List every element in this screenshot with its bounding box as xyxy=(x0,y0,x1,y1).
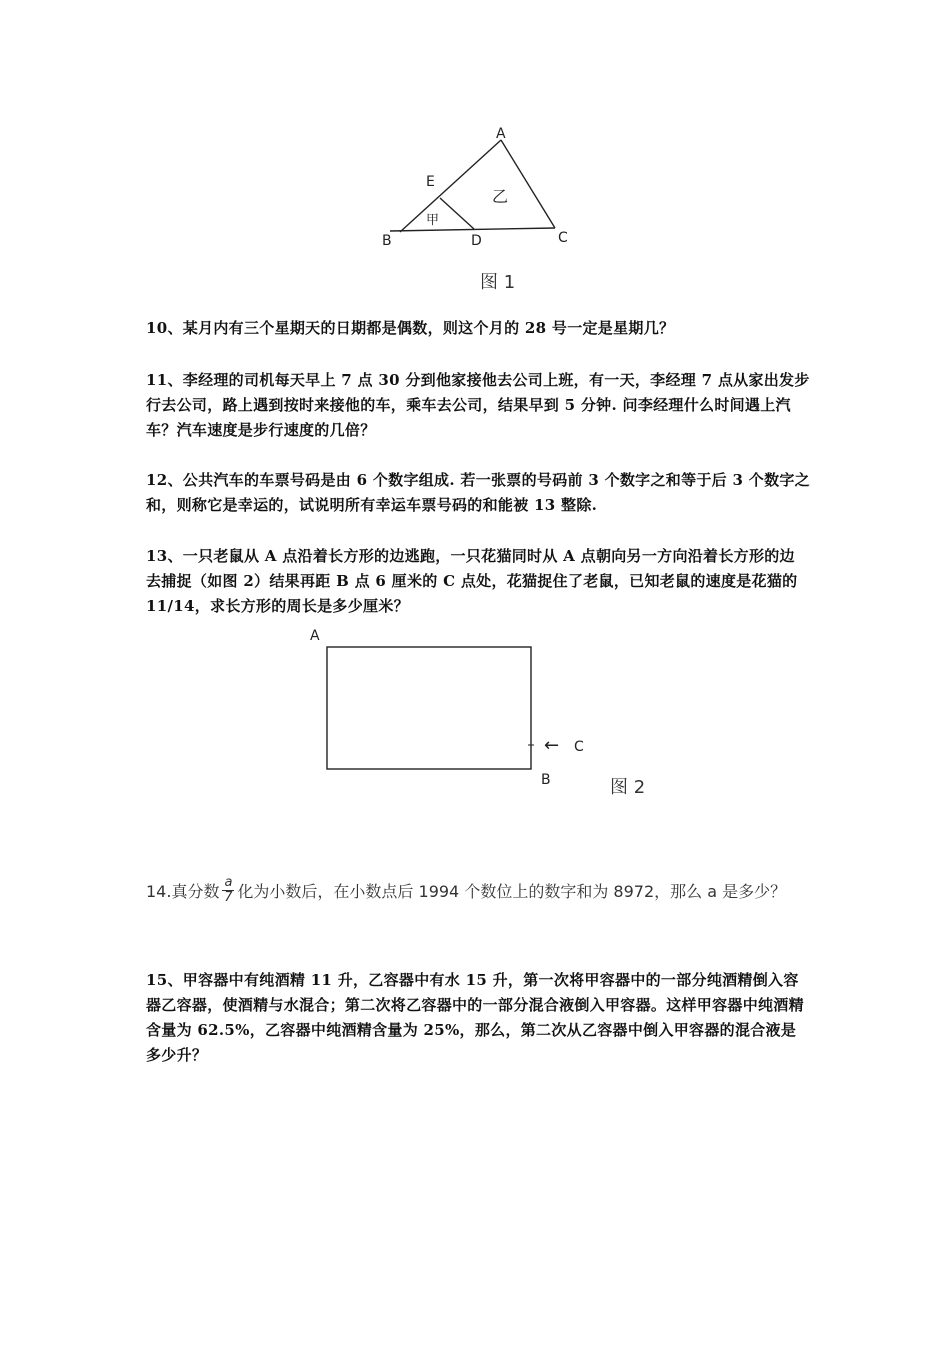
fraction-denominator: 7 xyxy=(224,889,233,905)
region-label-jia: 甲 xyxy=(426,213,440,228)
question-11: 11、李经理的司机每天早上 7 点 30 分到他家接他去公司上班，有一天，李经理 7 点从家出发步行去公司，路上遇到按时来接他的车，乘车去公司，结果早到 5 分钟. 问李经理什么时间遇上汽车？汽车速度是步行速度的几倍？ xyxy=(146,371,810,439)
question-12: 12、公共汽车的车票号码是由 6 个数字组成. 若一张票的号码前 3 个数字之和等于后 3 个数字之和，则称它是幸运的，试说明所有幸运车票号码的和能被 13 整除. xyxy=(146,471,810,514)
question-10: 10、某月内有三个星期天的日期都是偶数，则这个月的 28 号一定是星期几？ xyxy=(146,319,675,337)
question-14 xyxy=(146,870,826,910)
point-label-e: E xyxy=(426,174,435,190)
triangle-side-ab xyxy=(400,140,501,232)
question-15: 15、甲容器中有纯酒精 11 升，乙容器中有水 15 升，第一次将甲容器中的一部分纯酒精倒入容器乙容器，使酒精与水混合；第二次将乙容器中的一部分混合液倒入甲容器。这样甲容器中纯酒精含量为 62.5%，乙容器中纯酒精含量为 25%，那么，第二次从乙容器中倒入甲容器的混合液是多少升？ xyxy=(146,971,804,1064)
point-label-c: C xyxy=(558,230,568,246)
point-label-a: A xyxy=(310,628,320,644)
fraction-numerator: a xyxy=(224,874,233,890)
triangle-side-ac xyxy=(501,140,555,228)
segment-ed xyxy=(440,198,474,229)
question-14-suffix: 化为小数后，在小数点后 1994 个数位上的数字和为 8972，那么 a 是多少？ xyxy=(237,881,787,901)
arrow-to-c: ← xyxy=(544,735,560,756)
point-label-a: A xyxy=(496,126,506,142)
figure-2 xyxy=(300,620,660,800)
figure-1 xyxy=(370,120,590,300)
rectangle xyxy=(327,647,531,769)
figure-1-caption: 图 1 xyxy=(480,272,516,293)
question-13: 13、一只老鼠从 A 点沿着长方形的边逃跑，一只花猫同时从 A 点朝向另一方向沿着长方形的边去捕捉（如图 2）结果再距 B 点 6 厘米的 C 点处，花猫捉住了老鼠，已知老鼠的速度是花猫的 11/14，求长方形的周长是多少厘米？ xyxy=(146,547,798,615)
fraction-a-over-7 xyxy=(222,876,234,905)
question-14-prefix: 14.真分数 xyxy=(146,881,220,901)
point-label-b: B xyxy=(382,233,392,249)
figure-2-caption: 图 2 xyxy=(610,777,646,798)
region-label-yi: 乙 xyxy=(492,187,509,206)
point-label-d: D xyxy=(471,233,482,249)
point-label-b: B xyxy=(541,772,551,788)
point-label-c: C xyxy=(574,739,584,755)
